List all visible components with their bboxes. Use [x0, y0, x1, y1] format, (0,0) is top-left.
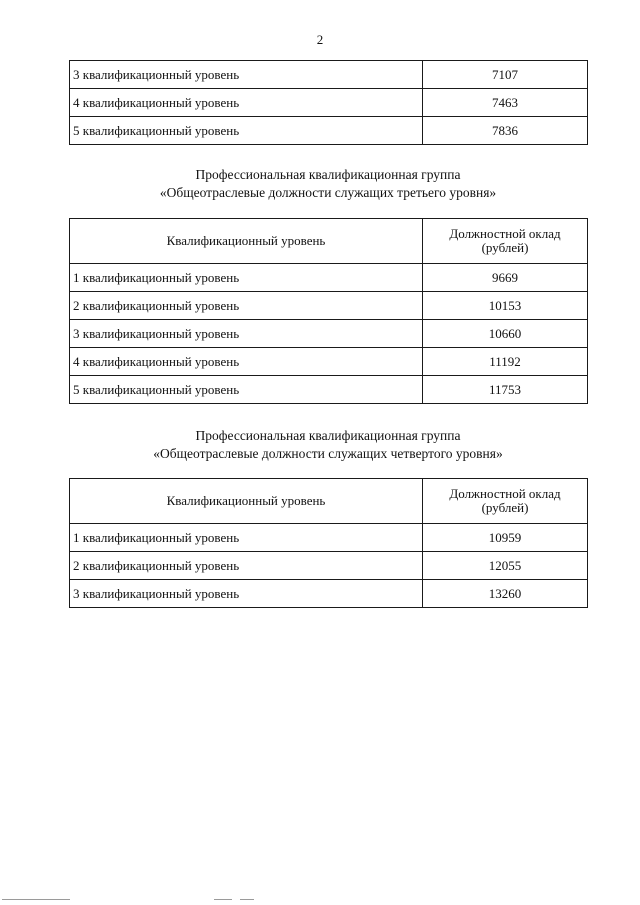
page-number: 2: [316, 32, 324, 47]
table-row: [70, 89, 588, 117]
header-salary-line2: (рублей): [481, 240, 529, 255]
table-header-row: [70, 219, 588, 264]
level-cell: 5 квалификационный уровень: [70, 376, 423, 404]
salary-cell: 7836: [423, 117, 588, 145]
table-row: [70, 376, 588, 404]
level-cell: 3 квалификационный уровень: [70, 580, 423, 608]
salary-cell: 7463: [423, 89, 588, 117]
continuation-table: [69, 60, 588, 145]
group-third-heading-line1: Профессиональная квалификационная группа: [195, 167, 461, 182]
group-fourth-heading: [0, 427, 640, 463]
level-cell: 4 квалификационный уровень: [70, 89, 423, 117]
header-salary: [423, 479, 588, 524]
level-cell: 5 квалификационный уровень: [70, 117, 423, 145]
level-cell: 1 квалификационный уровень: [70, 264, 423, 292]
header-salary: [423, 219, 588, 264]
header-level: Квалификационный уровень: [70, 479, 423, 524]
level-cell: 3 квалификационный уровень: [70, 61, 423, 89]
table-header-row: [70, 479, 588, 524]
table-row: [70, 292, 588, 320]
table-row: [70, 580, 588, 608]
salary-cell: 10959: [423, 524, 588, 552]
group-third-table: [69, 218, 588, 404]
table-row: [70, 61, 588, 89]
scan-mark: [240, 899, 254, 900]
table-row: [70, 264, 588, 292]
group-fourth-table: [69, 478, 588, 608]
salary-cell: 13260: [423, 580, 588, 608]
salary-cell: 12055: [423, 552, 588, 580]
group-fourth-heading-line2: «Общеотраслевые должности служащих четвертого уровня»: [153, 446, 503, 461]
group-third-heading-line2: «Общеотраслевые должности служащих третьего уровня»: [159, 185, 497, 200]
table-row: [70, 552, 588, 580]
header-salary-line1: Должностной оклад: [449, 486, 561, 501]
scan-artifact: [0, 899, 640, 901]
header-salary-line1: Должностной оклад: [449, 226, 561, 241]
group-fourth-heading-line1: Профессиональная квалификационная группа: [195, 428, 461, 443]
salary-cell: 7107: [423, 61, 588, 89]
table-row: [70, 524, 588, 552]
group-third-heading: [0, 166, 640, 202]
salary-cell: 9669: [423, 264, 588, 292]
salary-cell: 10660: [423, 320, 588, 348]
level-cell: 2 квалификационный уровень: [70, 292, 423, 320]
table-row: [70, 320, 588, 348]
level-cell: 1 квалификационный уровень: [70, 524, 423, 552]
header-level: Квалификационный уровень: [70, 219, 423, 264]
salary-cell: 10153: [423, 292, 588, 320]
table-row: [70, 348, 588, 376]
salary-cell: 11192: [423, 348, 588, 376]
scan-mark: [2, 899, 70, 900]
level-cell: 4 квалификационный уровень: [70, 348, 423, 376]
level-cell: 3 квалификационный уровень: [70, 320, 423, 348]
scan-mark: [214, 899, 232, 900]
header-salary-line2: (рублей): [481, 500, 529, 515]
salary-cell: 11753: [423, 376, 588, 404]
level-cell: 2 квалификационный уровень: [70, 552, 423, 580]
table-row: [70, 117, 588, 145]
